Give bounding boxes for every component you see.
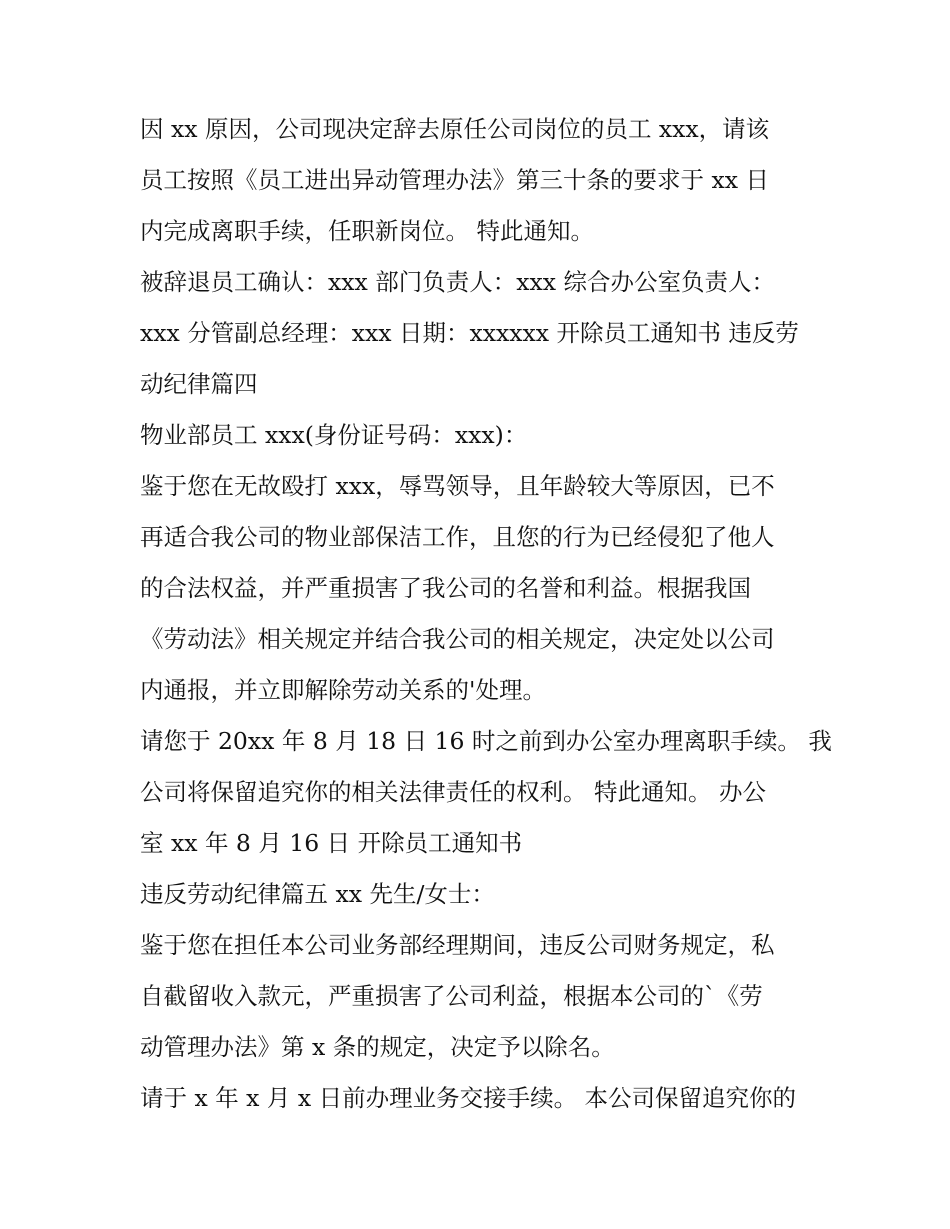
text-line: 的合法权益，并严重损害了我公司的名誉和利益。根据我国 [140,574,751,602]
text-line: 再适合我公司的物业部保洁工作，且您的行为已经侵犯了他人 [140,523,775,551]
text-line: 员工按照《员工进出异动管理办法》第三十条的要求于 xx 日 [140,166,769,194]
text-line: 公司将保留追究你的相关法律责任的权利。 特此通知。 办公 [140,778,766,806]
text-line: 鉴于您在担任本公司业务部经理期间，违反公司财务规定，私 [140,931,775,959]
text-line: 鉴于您在无故殴打 xxx，辱骂领导，且年龄较大等原因，已不 [140,472,775,500]
text-line: 动管理办法》第 x 条的规定，决定予以除名。 [140,1033,615,1061]
text-line: 因 xx 原因，公司现决定辞去原任公司岗位的员工 xxx，请该 [140,115,770,143]
text-line: 《劳动法》相关规定并结合我公司的相关规定，决定处以公司 [140,625,775,653]
text-line: 动纪律篇四 [140,370,258,398]
text-line: 内通报，并立即解除劳动关系的'处理。 [140,676,546,704]
text-line: 请于 x 年 x 月 x 日前办理业务交接手续。 本公司保留追究你的 [140,1084,797,1112]
text-line: xxx 分管副总经理：xxx 日期：xxxxxx 开除员工通知书 违反劳 [140,319,799,347]
text-line: 内完成离职手续，任职新岗位。 特此通知。 [140,217,594,245]
text-line: 被辞退员工确认：xxx 部门负责人：xxx 综合办公室负责人： [140,268,775,296]
text-line: 自截留收入款元，严重损害了公司利益，根据本公司的`《劳 [140,982,763,1010]
document-body [140,104,832,1124]
text-line: 请您于 20xx 年 8 月 18 日 16 时之前到办公室办理离职手续。 我 [140,727,832,755]
text-line: 室 xx 年 8 月 16 日 开除员工通知书 [140,829,523,857]
text-line: 违反劳动纪律篇五 xx 先生/女士： [140,880,495,908]
text-line: 物业部员工 xxx(身份证号码：xxx)： [140,421,528,449]
